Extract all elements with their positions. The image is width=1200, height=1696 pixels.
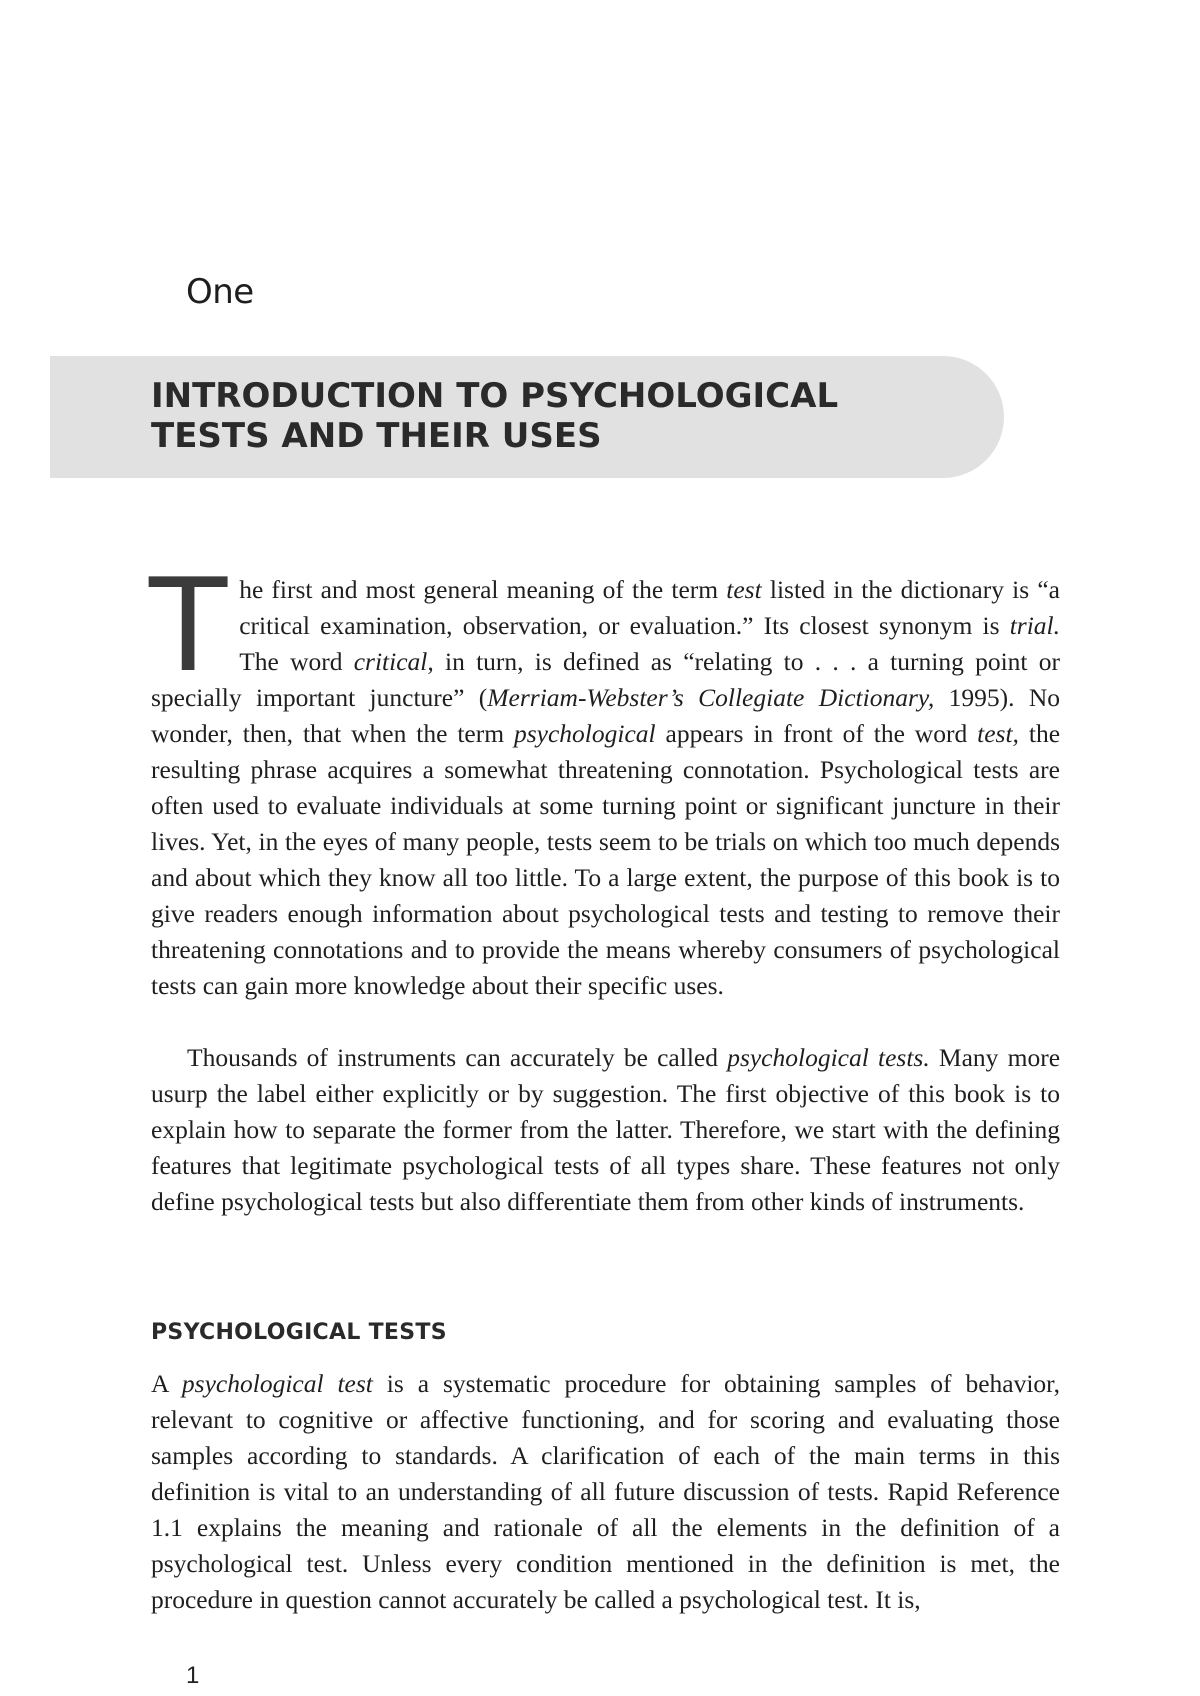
intro-emphasis: psychological [513, 719, 656, 748]
intro-text: he first and most general meaning of the term [239, 575, 727, 604]
intro-text: 1995). No wonder, then, that when the term [151, 683, 1061, 748]
section-heading: PSYCHOLOGICAL TESTS [151, 1320, 447, 1345]
intro-text: listed in the dictionary is “a critical examination, observation, or evaluation.” Its closest synonym is [239, 575, 1060, 640]
drop-cap: T [149, 552, 228, 701]
chapter-title-line-1: INTRODUCTION TO PSYCHOLOGICAL [151, 376, 839, 416]
dictionary-citation: Merriam-Webster’s Collegiate Dictionary, [487, 683, 935, 712]
definition-paragraph [151, 1366, 1060, 1618]
second-paragraph [151, 1040, 1060, 1220]
chapter-title-line-2: TESTS AND THEIR USES [151, 416, 602, 456]
intro-text: The word [239, 647, 354, 676]
intro-emphasis: critical, [353, 647, 434, 676]
paragraph-text: A [151, 1369, 182, 1398]
intro-paragraph [149, 552, 1061, 1004]
paragraph-emphasis: psychological tests. [727, 1043, 930, 1072]
intro-text: in turn, is defined as “relating to . . . a turning point or specially important juncture” ( [151, 647, 1060, 712]
paragraph-text: Thousands of instruments can accurately be called [187, 1043, 728, 1072]
paragraph-text: is a systematic procedure for obtaining samples of behavior, relevant to cognitive or affective functioning, and for scoring and evaluating those samples according to standards. A clarification of each of the main terms in this definition is vital to an understanding of all future discussion of tests. Rapid Reference 1.1 explains the meaning and rationale of all the elements in the definition of a psychological test. Unless every condition mentioned in the definition is met, the procedure in question cannot accurately be called a psychological test. It is, [151, 1369, 1061, 1614]
chapter-label: One [186, 272, 254, 312]
chapter-title [151, 376, 971, 456]
intro-emphasis: trial. [1009, 611, 1060, 640]
term-emphasis: psychological test [181, 1369, 373, 1398]
intro-emphasis: test, [977, 719, 1019, 748]
page-number: 1 [186, 1662, 200, 1689]
intro-text: appears in front of the word [655, 719, 978, 748]
intro-emphasis: test [726, 575, 762, 604]
intro-text: the resulting phrase acquires a somewhat threatening connotation. Psychological tests are often used to evaluate individuals at some turning point or significant juncture in their lives. Yet, in the eyes of many people, tests seem to be trials on which too much depends and about which they know all too little. To a large extent, the purpose of this book is to give readers enough information about psychological tests and testing to remove their threatening connotations and to provide the means whereby consumers of psychological tests can gain more knowledge about their specific uses. [151, 719, 1061, 1000]
paragraph-text: Many more usurp the label either explicitly or by suggestion. The first objective of this book is to explain how to separate the former from the latter. Therefore, we start with the defining features that legitimate psychological tests of all types share. These features not only define psychological tests but also differentiate them from other kinds of instruments. [151, 1043, 1061, 1216]
